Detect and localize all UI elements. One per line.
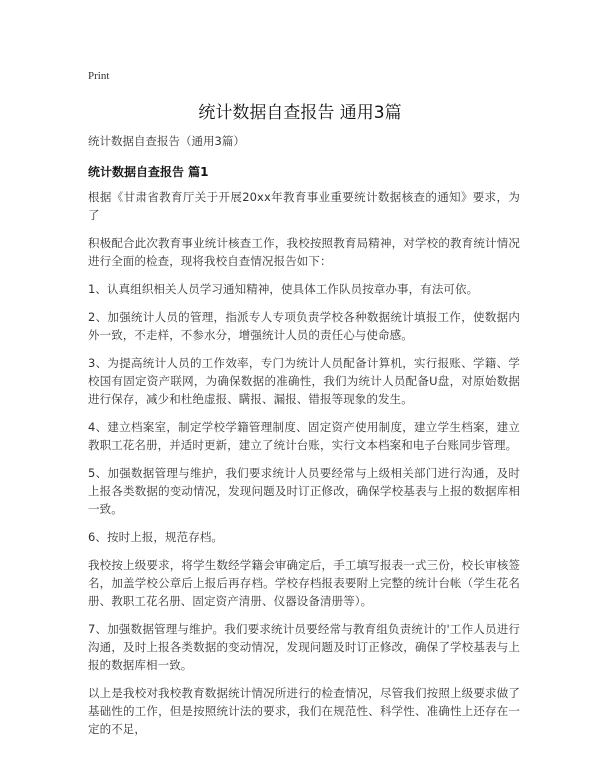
section-heading: 统计数据自查报告 篇1 <box>88 165 209 179</box>
paragraph: 1、认真组织相关人员学习通知精神，使具体工作队员按章办事，有法可依。 <box>88 282 479 296</box>
document-body <box>88 188 520 748</box>
paragraph: 3、为提高统计人员的工作效率，专门为统计人员配备计算机，实行报账、学籍、学校国有固定资产联网，为确保数据的准确性，我们为统计人员配备U盘，对原始数据进行保存，减少和杜绝虚报、瞒报、漏报、错报等现象的发生。 <box>88 356 520 406</box>
paragraph: 2、加强统计人员的管理，指派专人专项负责学校各种数据统计填报工作，使数据内外一致，不走样，不参水分，增强统计人员的责任心与使命感。 <box>88 310 520 342</box>
paragraph: 7、加强数据管理与维护。我们要求统计员要经常与教育组负责统计的'工作人员进行沟通，及时上报各类数据的变动情况，发现问题及时订正修改，确保了学校基表与上报的数据库相一致。 <box>88 622 520 672</box>
paragraph: 我校按上级要求，将学生数经学籍会审确定后，手工填写报表一式三份，校长审核签名，加盖学校公章后上报后再存档。学校存档报表要附上完整的统计台帐（学生花名册、教职工花名册、固定资产清册、仪器设备清册等）。 <box>88 558 520 608</box>
paragraph: 4、建立档案室，制定学校学籍管理制度、固定资产使用制度，建立学生档案，建立教职工花名册，并适时更新，建立了统计台账，实行文本档案和电子台账同步管理。 <box>88 420 520 452</box>
paragraph: 6、按时上报，规范存档。 <box>88 530 224 544</box>
print-label: Print <box>88 70 110 82</box>
paragraph: 根据《甘肃省教育厅关于开展20xx年教育事业重要统计数据核查的通知》要求，为了 <box>88 190 520 222</box>
paragraph: 以上是我校对我校教育数据统计情况所进行的检查情况，尽管我们按照上级要求做了基础性的工作，但是按照统计法的要求，我们在规范性、科学性、准确性上还存在一定的不足， <box>88 686 520 736</box>
paragraph: 5、加强数据管理与维护，我们要求统计人员要经常与上级相关部门进行沟通，及时上报各类数据的变动情况，发现问题及时订正修改，确保学校基表与上报的数据库相一致。 <box>88 466 520 516</box>
paragraph: 积极配合此次教育事业统计核查工作，我校按照教育局精神，对学校的教育统计情况进行全面的检查，现将我校自查情况报告如下： <box>88 236 520 268</box>
document-title: 统计数据自查报告 通用3篇 <box>198 103 402 123</box>
document-subtitle: 统计数据自查报告（通用3篇） <box>88 134 245 148</box>
